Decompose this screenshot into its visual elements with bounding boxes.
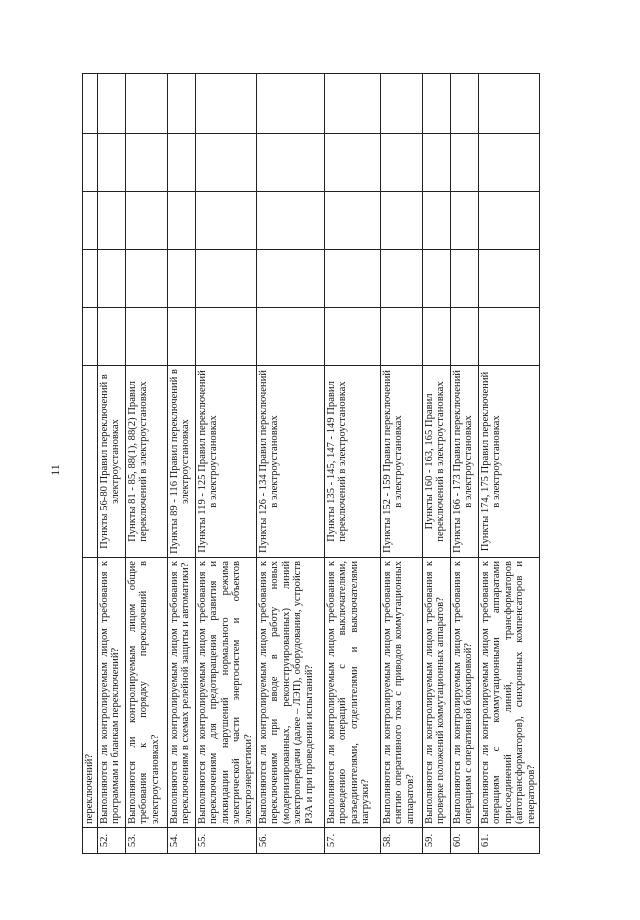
page-number: 11 <box>48 464 62 476</box>
answer-cell <box>478 308 539 366</box>
row-number <box>83 828 98 854</box>
answer-cell <box>478 134 539 192</box>
row-number: 61. <box>478 828 539 854</box>
table-row <box>97 74 125 854</box>
answer-cell <box>256 134 324 192</box>
answer-cell <box>450 308 478 366</box>
table-row <box>450 74 478 854</box>
legal-reference: Пункты 56-80 Правил переключений в электроустановках <box>97 366 125 558</box>
legal-reference: Пункты 119 - 125 Правил переключений в электроустановках <box>195 366 256 558</box>
answer-cell <box>97 250 125 308</box>
answer-cell <box>324 250 380 308</box>
answer-cell <box>380 250 422 308</box>
answer-cell <box>324 134 380 192</box>
table-row <box>256 74 324 854</box>
row-number: 59. <box>422 828 450 854</box>
table-row <box>478 74 539 854</box>
answer-cell <box>125 250 167 308</box>
answer-cell <box>83 192 98 250</box>
question-text: переключений? <box>83 558 98 828</box>
answer-cell <box>422 250 450 308</box>
question-text: Выполняются ли контролируемым лицом общие требования к порядку переключений в электроустановках? <box>125 558 167 828</box>
answer-cell <box>97 192 125 250</box>
answer-cell <box>324 308 380 366</box>
table-row <box>324 74 380 854</box>
legal-reference: Пункты 174, 175 Правил переключений в электроустановках <box>478 366 539 558</box>
answer-cell <box>195 134 256 192</box>
row-number: 56. <box>256 828 324 854</box>
answer-cell <box>97 74 125 134</box>
answer-cell <box>478 74 539 134</box>
answer-cell <box>450 134 478 192</box>
question-text: Выполняются ли контролируемым лицом требования к операциям с коммутационными аппаратами присоединений линий, трансформаторов (автотрансформаторов), синхронных компенсаторов и генераторов? <box>478 558 539 828</box>
answer-cell <box>380 74 422 134</box>
answer-cell <box>83 250 98 308</box>
legal-reference <box>83 366 98 558</box>
answer-cell <box>125 308 167 366</box>
question-text: Выполняются ли контролируемым лицом требования к операциям с оперативной блокировкой? <box>450 558 478 828</box>
legal-reference: Пункты 81 - 85, 88(1), 88(2) Правил переключений в электроустановках <box>125 366 167 558</box>
legal-reference: Пункты 135 - 145, 147 - 149 Правил переключений в электроустановках <box>324 366 380 558</box>
answer-cell <box>450 192 478 250</box>
question-text: Выполняются ли контролируемым лицом требования к проведению операций с выключателями, разъединителями, отделителями и выключателями нагрузки? <box>324 558 380 828</box>
answer-cell <box>256 192 324 250</box>
legal-reference: Пункты 89 - 116 Правил переключений в электроустановках <box>167 366 195 558</box>
answer-cell <box>422 134 450 192</box>
table-row <box>83 74 98 854</box>
question-text: Выполняются ли контролируемым лицом требования к программам и бланкам переключений? <box>97 558 125 828</box>
row-number: 57. <box>324 828 380 854</box>
table-body <box>83 74 540 854</box>
answer-cell <box>422 192 450 250</box>
row-number: 53. <box>125 828 167 854</box>
answer-cell <box>450 250 478 308</box>
legal-reference: Пункты 160 - 163, 165 Правил переключений в электроустановках <box>422 366 450 558</box>
answer-cell <box>256 250 324 308</box>
table-row <box>422 74 450 854</box>
question-text: Выполняются ли контролируемым лицом требования к переключениям при вводе в работу новых (модернизированных, реконструированных) линий электропередачи (далее – ЛЭП), оборудования, устройств РЗА и при проведении испытаний? <box>256 558 324 828</box>
answer-cell <box>83 74 98 134</box>
table-row <box>125 74 167 854</box>
answer-cell <box>256 74 324 134</box>
question-text: Выполняются ли контролируемым лицом требования к переключениям в схемах релейной защиты и автоматики? <box>167 558 195 828</box>
checklist-table <box>82 73 540 854</box>
question-text: Выполняются ли контролируемым лицом требования к проверке положений коммутационных аппаратов? <box>422 558 450 828</box>
answer-cell <box>195 250 256 308</box>
legal-reference: Пункты 166 - 173 Правил переключений в электроустановках <box>450 366 478 558</box>
row-number: 52. <box>97 828 125 854</box>
row-number: 58. <box>380 828 422 854</box>
row-number: 54. <box>167 828 195 854</box>
table-row <box>380 74 422 854</box>
answer-cell <box>97 134 125 192</box>
legal-reference: Пункты 152 - 159 Правил переключений в электроустановках <box>380 366 422 558</box>
question-text: Выполняются ли контролируемым лицом требования к переключениям для предотвращения развития и ликвидации нарушений нормального режима электрической части энергосистем и объектов электроэнергетики? <box>195 558 256 828</box>
row-number: 55. <box>195 828 256 854</box>
table-row <box>167 74 195 854</box>
answer-cell <box>125 192 167 250</box>
answer-cell <box>125 74 167 134</box>
answer-cell <box>422 74 450 134</box>
answer-cell <box>167 134 195 192</box>
answer-cell <box>380 134 422 192</box>
answer-cell <box>97 308 125 366</box>
rotated-page <box>40 60 600 880</box>
answer-cell <box>83 308 98 366</box>
answer-cell <box>195 308 256 366</box>
answer-cell <box>380 308 422 366</box>
answer-cell <box>83 134 98 192</box>
answer-cell <box>167 250 195 308</box>
answer-cell <box>478 192 539 250</box>
row-number: 60. <box>450 828 478 854</box>
answer-cell <box>167 192 195 250</box>
answer-cell <box>450 74 478 134</box>
answer-cell <box>324 192 380 250</box>
answer-cell <box>422 308 450 366</box>
table-row <box>195 74 256 854</box>
answer-cell <box>167 308 195 366</box>
question-text: Выполняются ли контролируемым лицом требования к снятию оперативного тока с приводов коммутационных аппаратов? <box>380 558 422 828</box>
answer-cell <box>125 134 167 192</box>
answer-cell <box>195 74 256 134</box>
answer-cell <box>167 74 195 134</box>
answer-cell <box>380 192 422 250</box>
answer-cell <box>324 74 380 134</box>
answer-cell <box>256 308 324 366</box>
answer-cell <box>195 192 256 250</box>
answer-cell <box>478 250 539 308</box>
legal-reference: Пункты 126 - 134 Правил переключений в электроустановках <box>256 366 324 558</box>
